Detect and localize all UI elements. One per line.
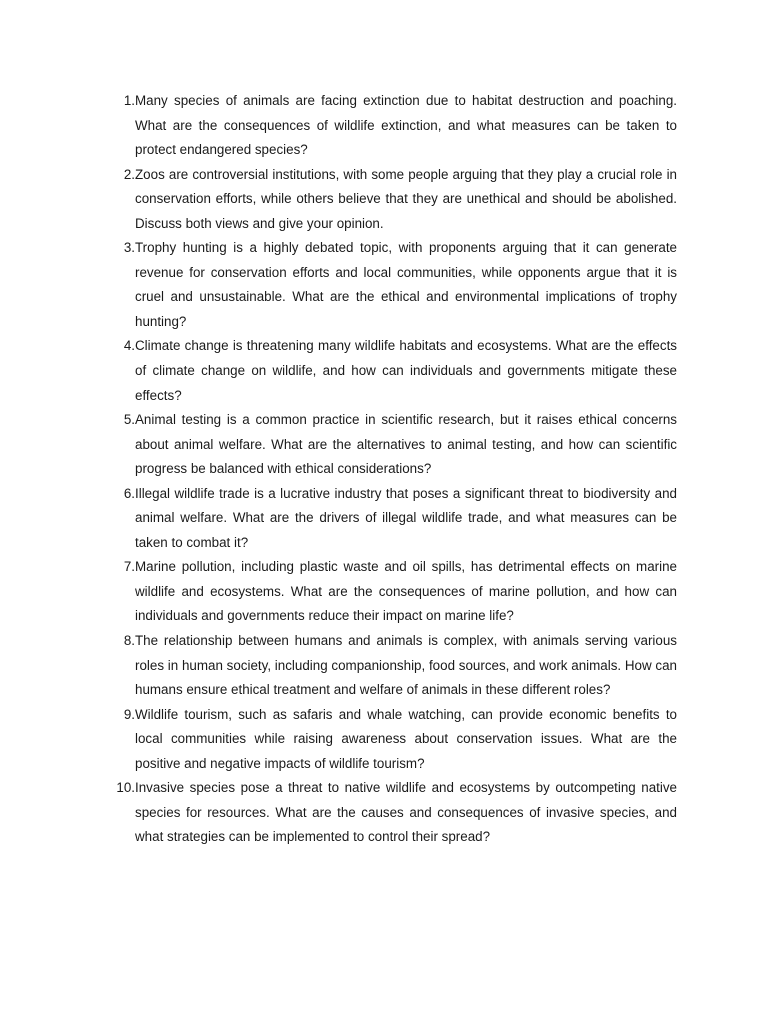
question-item-7: [106, 555, 677, 629]
question-number: 2.: [123, 166, 135, 182]
question-text: Trophy hunting is a highly debated topic, with proponents arguing that it can generate revenue for conservation efforts and local communities, while opponents argue that it is cruel and unsustainable. What are the ethical and environmental implications of trophy hunting?: [135, 240, 677, 329]
question-number: 8.: [123, 633, 135, 649]
question-list: [106, 89, 677, 850]
question-text: Zoos are controversial institutions, with some people arguing that they play a crucial role in conservation efforts, while others believe that they are unethical and should be abolished. Discuss both views and give your opinion.: [135, 166, 677, 231]
question-item-4: [106, 334, 677, 408]
question-text: Marine pollution, including plastic waste and oil spills, has detrimental effects on marine wildlife and ecosystems. What are the consequences of marine pollution, and how can individuals and governments reduce their impact on marine life?: [135, 559, 677, 624]
question-text: Climate change is threatening many wildlife habitats and ecosystems. What are the effects of climate change on wildlife, and how can individuals and governments mitigate these effects?: [135, 338, 677, 403]
question-text: Invasive species pose a threat to native wildlife and ecosystems by outcompeting native species for resources. What are the causes and consequences of invasive species, and what strategies can be implemented to control their spread?: [135, 780, 677, 845]
question-item-3: [106, 236, 677, 334]
question-item-6: [106, 482, 677, 556]
question-item-9: [106, 703, 677, 777]
question-number: 3.: [123, 240, 135, 256]
question-text: Illegal wildlife trade is a lucrative industry that poses a significant threat to biodiversity and animal welfare. What are the drivers of illegal wildlife trade, and what measures can be taken to combat it?: [135, 485, 677, 550]
question-number: 10.: [116, 780, 135, 796]
question-number: 9.: [123, 706, 135, 722]
question-number: 7.: [123, 559, 135, 575]
question-text: Wildlife tourism, such as safaris and whale watching, can provide economic benefits to local communities while raising awareness about conservation issues. What are the positive and negative impacts of wildlife tourism?: [135, 706, 677, 771]
question-number: 4.: [123, 338, 135, 354]
question-item-5: [106, 408, 677, 482]
question-text: The relationship between humans and animals is complex, with animals serving various roles in human society, including companionship, food sources, and work animals. How can humans ensure ethical treatment and welfare of animals in these different roles?: [135, 633, 677, 698]
question-item-2: [106, 163, 677, 237]
question-number: 5.: [123, 412, 135, 428]
question-item-10: [106, 776, 677, 850]
question-number: 1.: [123, 93, 135, 108]
question-text: Many species of animals are facing extinction due to habitat destruction and poaching. What are the consequences of wildlife extinction, and what measures can be taken to protect endangered species?: [135, 93, 677, 158]
question-item-1: [106, 89, 677, 163]
question-number: 6.: [123, 485, 135, 501]
question-text: Animal testing is a common practice in scientific research, but it raises ethical concerns about animal welfare. What are the alternatives to animal testing, and how can scientific progress be balanced with ethical considerations?: [135, 412, 677, 477]
question-item-8: [106, 629, 677, 703]
